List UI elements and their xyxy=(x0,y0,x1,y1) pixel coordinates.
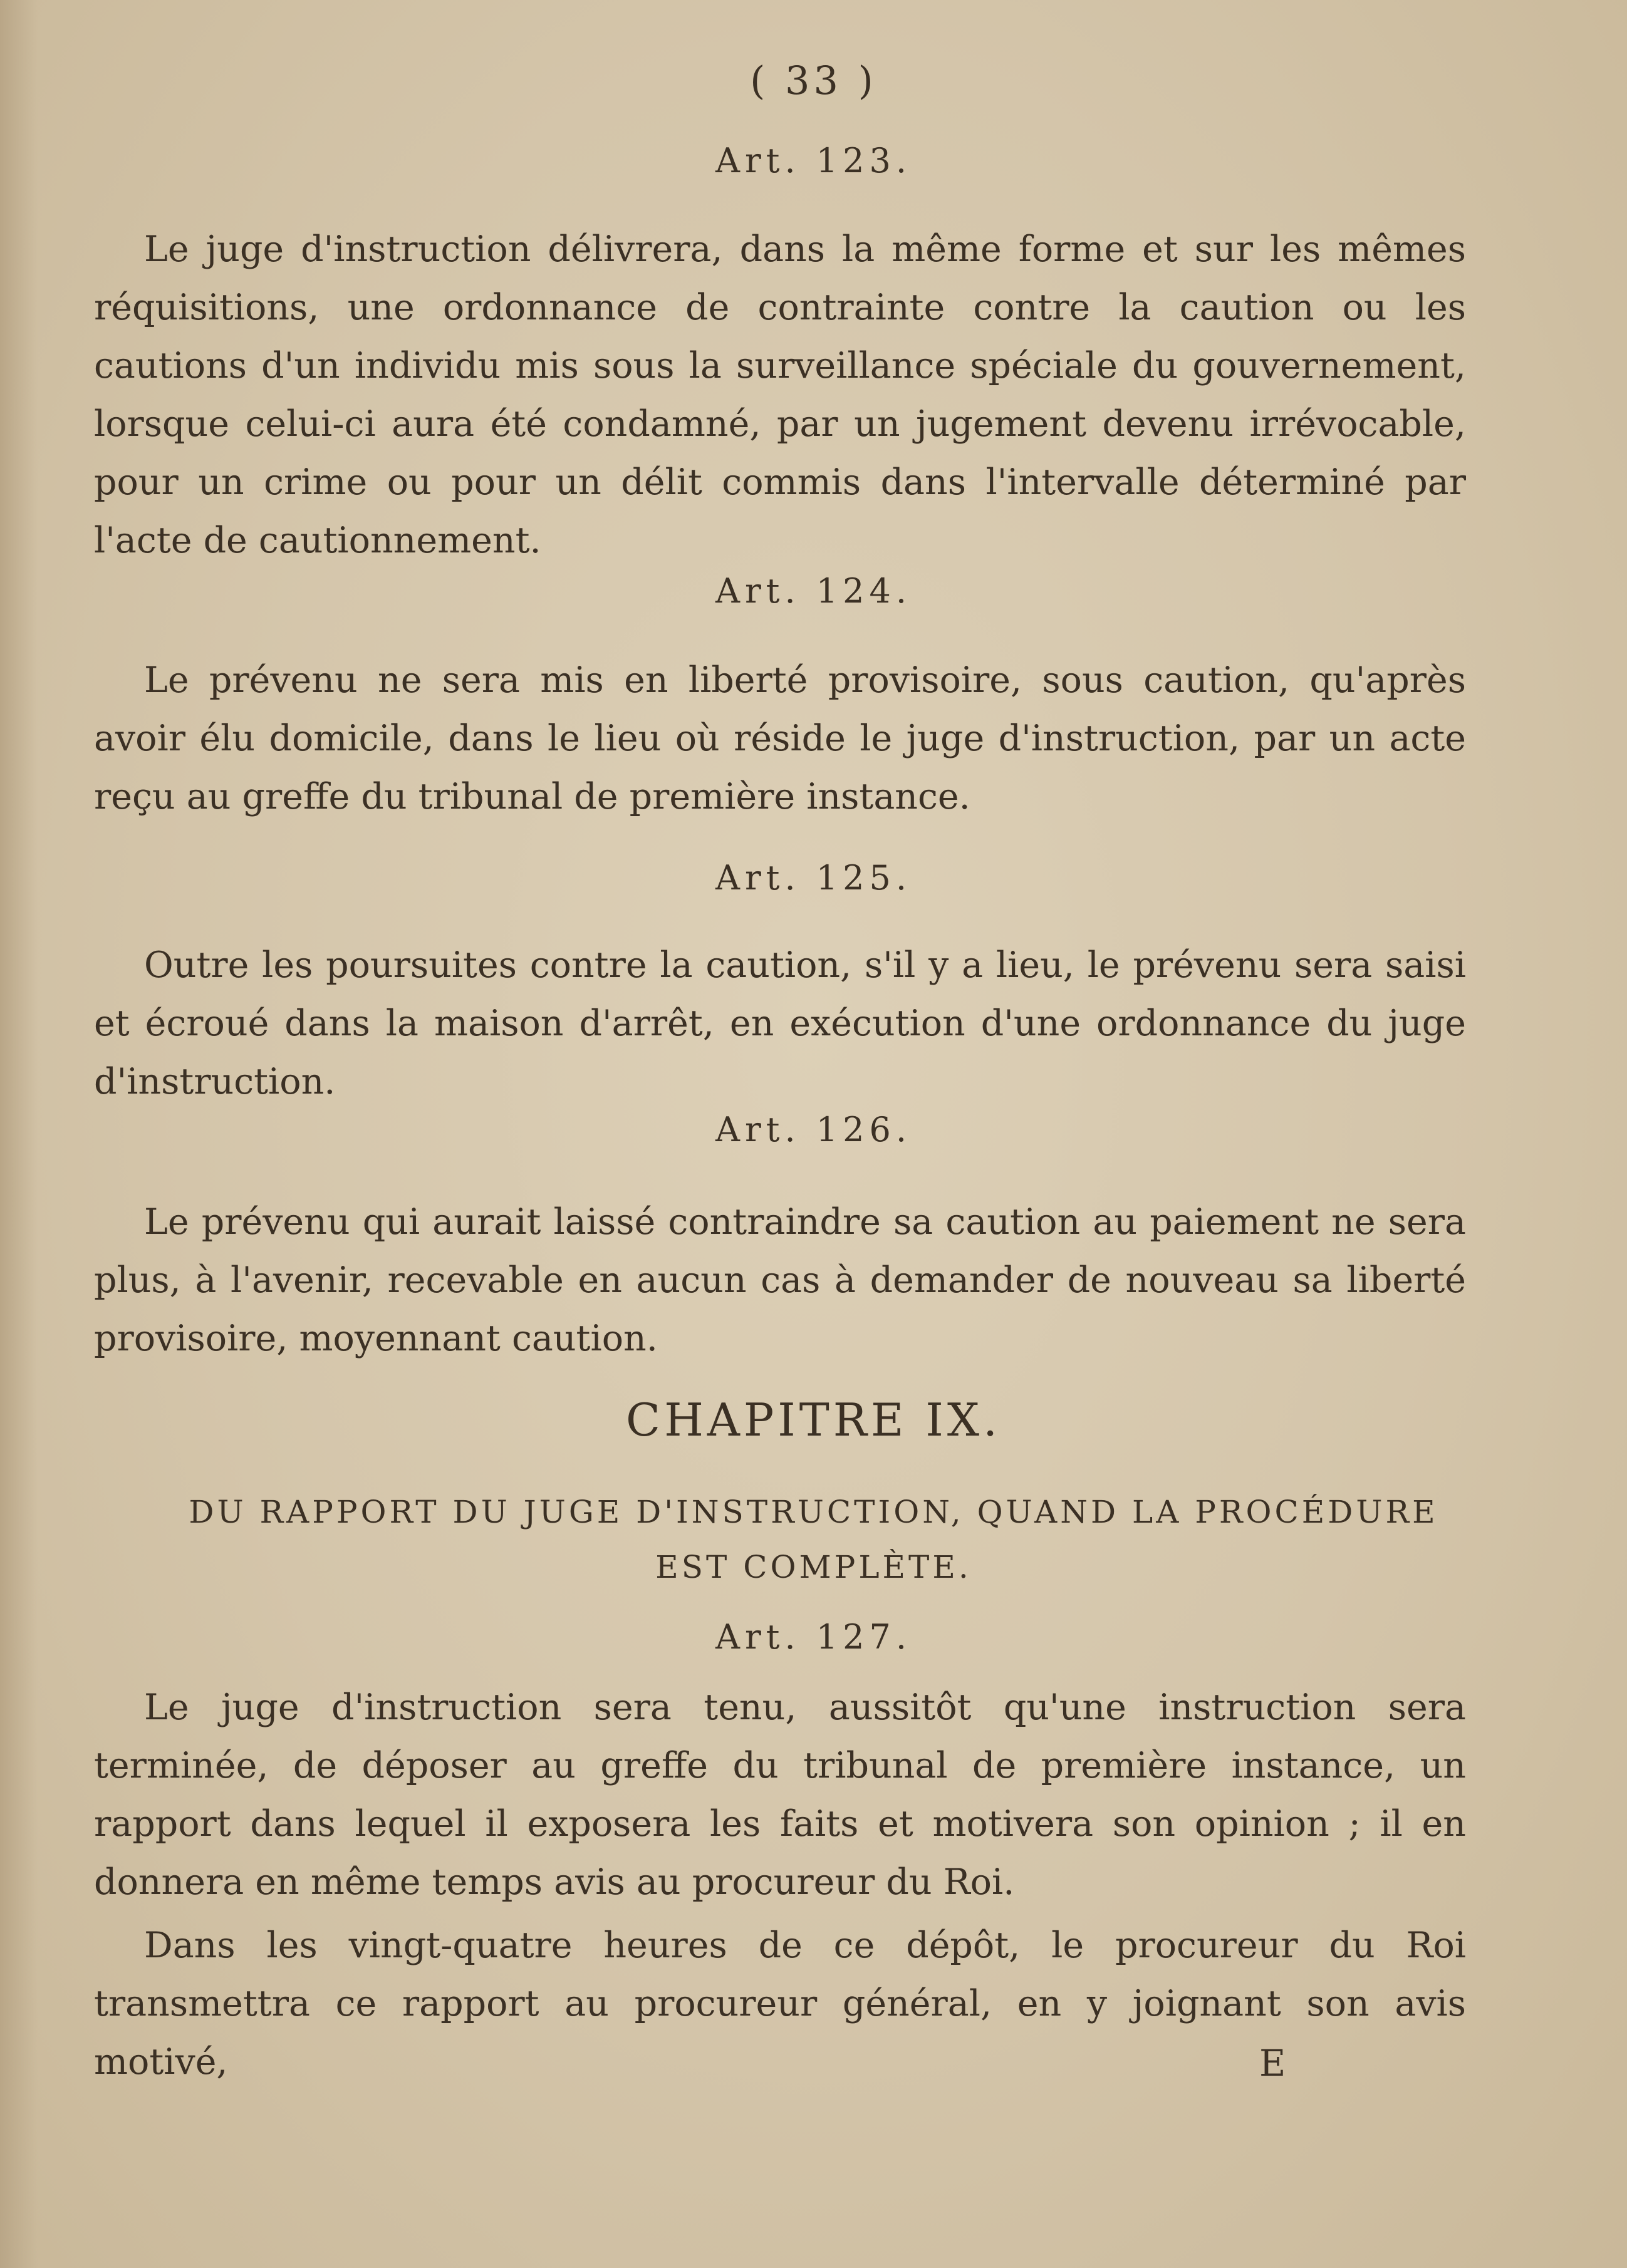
chapter-subtitle xyxy=(125,1484,1502,1595)
chapter-subtitle-line-2: EST COMPLÈTE. xyxy=(655,1549,972,1585)
paragraph: Le juge d'instruction délivrera, dans la même forme et sur les mêmes réquisitions, une ordonnance de contrainte contre la caution ou les cautions d'un individu mis sous la surveillance spéciale du gouvernement, lorsque celui-ci aura été condamné, par un jugement devenu irrévocable, pour un crime ou pour un délit commis dans l'intervalle déterminé par l'acte de cautionnement. xyxy=(94,229,1466,561)
article-body-125 xyxy=(94,936,1466,1111)
paragraph: Dans les vingt-quatre heures de ce dépôt, le procureur du Roi transmettra ce rapport au procureur général, en y joignant son avis motivé, xyxy=(94,1925,1466,2083)
article-body-123 xyxy=(94,220,1466,570)
article-heading-125: Art. 125. xyxy=(715,858,912,898)
article-heading-124: Art. 124. xyxy=(715,571,912,611)
page-number: ( 33 ) xyxy=(750,58,877,103)
chapter-subtitle-line-1: DU RAPPORT DU JUGE D'INSTRUCTION, QUAND LA PROCÉDURE xyxy=(189,1494,1438,1530)
chapter-title: CHAPITRE IX. xyxy=(625,1394,1002,1446)
article-body-126 xyxy=(94,1193,1466,1368)
article-heading-126: Art. 126. xyxy=(715,1110,912,1149)
article-heading-123: Art. 123. xyxy=(715,141,912,180)
paragraph: Le juge d'instruction sera tenu, aussitôt qu'une instruction sera terminée, de déposer au greffe du tribunal de première instance, un rapport dans lequel il exposera les faits et motivera son opinion ; il en donnera en même temps avis au procureur du Roi. xyxy=(94,1687,1466,1903)
paragraph: Le prévenu ne sera mis en liberté provisoire, sous caution, qu'après avoir élu domicile, dans le lieu où réside le juge d'instruction, par un acte reçu au greffe du tribunal de première instance. xyxy=(94,660,1466,817)
paragraph: Outre les poursuites contre la caution, s'il y a lieu, le prévenu sera saisi et écroué dans la maison d'arrêt, en exécution d'une ordonnance du juge d'instruction. xyxy=(94,945,1466,1102)
article-body-127 xyxy=(94,1679,1466,2091)
signature-mark: E xyxy=(1259,2042,1286,2084)
article-body-124 xyxy=(94,651,1466,826)
article-heading-127: Art. 127. xyxy=(715,1617,912,1657)
paragraph: Le prévenu qui aurait laissé contraindre sa caution au paiement ne sera plus, à l'avenir, recevable en aucun cas à demander de nouveau sa liberté provisoire, moyennant caution. xyxy=(94,1201,1466,1359)
